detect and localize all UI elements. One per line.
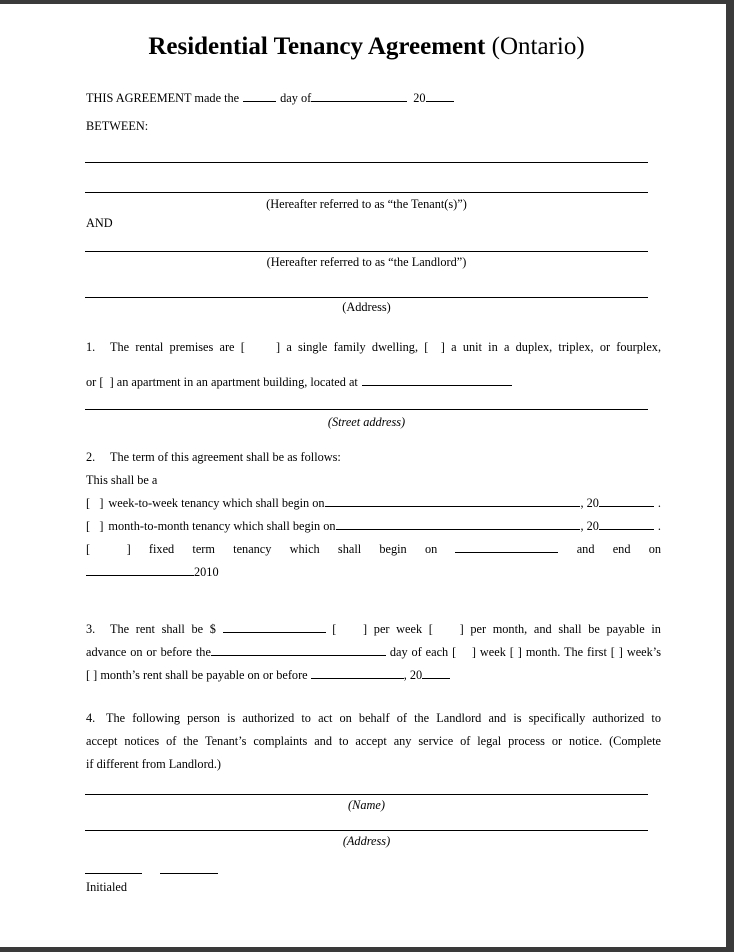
section-2-number: 2. <box>86 450 96 464</box>
page-title-main: Residential Tenancy Agreement <box>148 33 486 60</box>
blank-located-at <box>362 374 512 386</box>
checkbox-per-month: [ ] <box>428 622 464 636</box>
per-week-text: per week <box>373 622 423 636</box>
initial-line-1 <box>85 873 142 874</box>
landlord-caption: (Hereafter referred to as “the Landlord”) <box>266 255 467 269</box>
day-of-text: day of <box>280 91 312 105</box>
authorized-name-line <box>85 794 648 795</box>
checkbox-apartment: [ ] <box>99 375 114 389</box>
section-4-number: 4. <box>86 711 96 725</box>
agreement-date-line <box>86 90 661 107</box>
or-text: or <box>86 375 97 389</box>
checkbox-month-to-month: [ ] <box>86 519 104 533</box>
page-title <box>85 32 648 62</box>
duplex-text: a unit in a duplex, triplex, or fourplex, <box>451 340 662 354</box>
day-of-each-text: day of each <box>389 645 449 659</box>
month-period: . <box>657 519 661 533</box>
section-4-line-3: if different from Landlord.) <box>86 757 221 771</box>
fixed-term-text: fixed term tenancy which shall begin on <box>148 542 438 556</box>
section-1-number: 1. <box>86 340 96 354</box>
agreement-prefix-text: THIS AGREEMENT made the <box>86 91 240 105</box>
premises-text: The rental premises are <box>110 340 235 354</box>
section-1-line-1 <box>86 339 661 356</box>
blank-rent-amount <box>223 621 326 633</box>
page-title-region: (Ontario) <box>485 33 585 60</box>
section-3-line-2 <box>86 644 661 661</box>
blank-month-name <box>311 90 407 102</box>
week-to-week-line <box>86 495 661 512</box>
checkbox-each-week: [ ] <box>452 645 476 659</box>
landlord-address-line <box>85 297 648 298</box>
tenant-name-line-2 <box>85 192 648 193</box>
checkbox-first-month: [ ] <box>86 668 98 682</box>
checkbox-fixed-term: [ ] <box>86 542 131 556</box>
authorized-address-line <box>85 830 648 831</box>
checkbox-each-month: [ ] <box>509 645 522 659</box>
week-period: . <box>657 496 661 510</box>
single-family-text: a single family dwelling, <box>286 340 419 354</box>
fixed-term-line <box>86 541 661 558</box>
section-4-line-2: accept notices of the Tenant’s complaints and to accept any service of legal process or notice. (Complete <box>86 734 661 748</box>
blank-week-begin-date <box>325 495 581 507</box>
first-month-text: month’s rent shall be payable on or before <box>100 668 308 682</box>
authorized-person-text-1: The following person is authorized to act on behalf of the Landlord and is specifically authorized to <box>106 711 661 725</box>
tenant-name-line-1 <box>85 162 648 163</box>
first-week-text: week’s <box>626 645 661 659</box>
section-2-heading <box>86 449 661 466</box>
section-3-number: 3. <box>86 622 96 636</box>
section-2-lead: This shall be a <box>86 473 158 487</box>
section-3-line-3 <box>86 667 661 684</box>
each-week-text: week <box>479 645 506 659</box>
and-label: AND <box>86 216 113 230</box>
initial-line-2 <box>160 873 218 874</box>
landlord-address-caption: (Address) <box>342 300 391 314</box>
blank-fixed-end-date <box>86 564 194 576</box>
blank-first-payment-date <box>311 667 404 679</box>
each-month-text: month. The first <box>525 645 607 659</box>
blank-day-number <box>243 90 276 102</box>
initialed-label: Initialed <box>86 880 127 894</box>
between-label: BETWEEN: <box>86 119 149 133</box>
section-4-line-1 <box>86 710 661 727</box>
landlord-name-line <box>85 251 648 252</box>
section-1-line-2 <box>86 374 661 391</box>
blank-month-year <box>599 518 654 530</box>
rent-text: The rent shall be $ <box>110 622 216 636</box>
tenant-caption: (Hereafter referred to as “the Tenant(s)”) <box>266 197 467 211</box>
blank-year <box>426 90 454 102</box>
checkbox-week-to-week: [ ] <box>86 496 104 510</box>
blank-month-begin-date <box>336 518 581 530</box>
term-heading-text: The term of this agreement shall be as follows: <box>110 450 341 464</box>
advance-text: advance on or before the <box>86 645 211 659</box>
blank-first-payment-year <box>422 667 450 679</box>
blank-due-day <box>211 644 386 656</box>
month-year-text: , 20 <box>580 519 599 533</box>
authorized-address-caption: (Address) <box>342 834 391 848</box>
per-month-text: per month, and shall be payable in <box>470 622 661 636</box>
apartment-text: an apartment in an apartment building, located at <box>116 375 358 389</box>
checkbox-duplex-unit: [ ] <box>424 340 445 354</box>
section-3-line-1 <box>86 621 661 638</box>
street-address-line <box>85 409 648 410</box>
authorized-name-caption: (Name) <box>348 798 385 812</box>
checkbox-per-week: [ ] <box>332 622 368 636</box>
week-to-week-text: week-to-week tenancy which shall begin on <box>108 496 325 510</box>
document-page <box>0 4 726 947</box>
fixed-term-tail-text: and end on <box>576 542 661 556</box>
street-address-caption: (Street address) <box>327 415 406 429</box>
blank-week-year <box>599 495 654 507</box>
fixed-term-end-line <box>86 564 661 581</box>
checkbox-single-family-dwelling: [ ] <box>240 340 281 354</box>
payable-year-text: , 20 <box>403 668 423 682</box>
month-to-month-text: month-to-month tenancy which shall begin on <box>108 519 336 533</box>
checkbox-first-week: [ ] <box>610 645 623 659</box>
fixed-end-year-text: 2010 <box>194 565 219 579</box>
blank-fixed-begin-date <box>455 541 558 553</box>
month-to-month-line <box>86 518 661 535</box>
year-prefix-text: 20 <box>413 91 426 105</box>
week-year-text: , 20 <box>580 496 599 510</box>
